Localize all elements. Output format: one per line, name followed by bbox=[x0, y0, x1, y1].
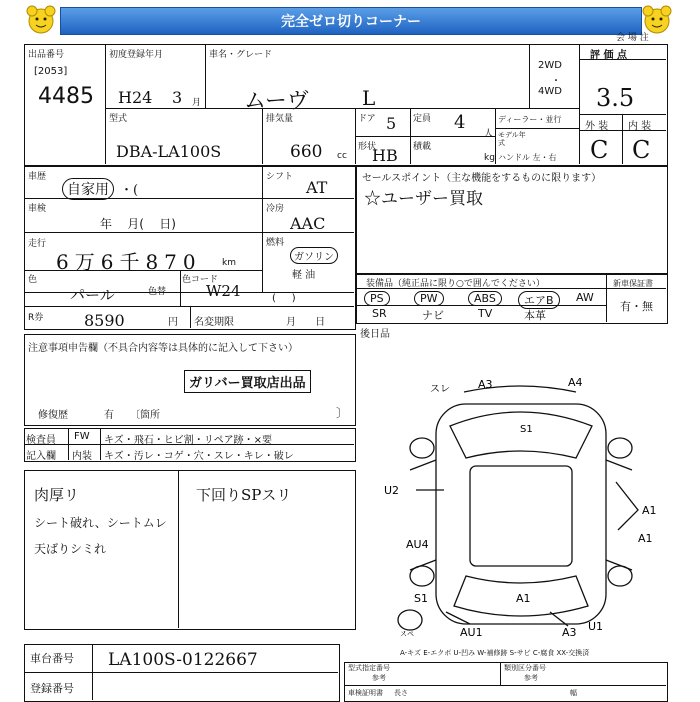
interior-grade: C bbox=[632, 136, 651, 164]
wheel-rear-right bbox=[608, 566, 632, 586]
exterior-label: 外 装 bbox=[585, 121, 609, 132]
name-change-label: 名変期限 bbox=[194, 317, 234, 328]
first-reg-label: 初度登録年月 bbox=[109, 50, 164, 60]
type-label: 型式 bbox=[109, 114, 128, 124]
lot-label: 出品番号 bbox=[28, 50, 65, 60]
width-label: 幅 bbox=[570, 689, 577, 697]
first-reg-year: H24 bbox=[118, 88, 153, 107]
ref-label-2: 参考 bbox=[524, 674, 538, 682]
recycle-value: 8590 bbox=[84, 311, 125, 330]
color-label: 色 bbox=[28, 275, 38, 285]
car-damage-diagram bbox=[370, 370, 670, 640]
exterior-grade: C bbox=[590, 136, 609, 164]
diagram-mark: A1 bbox=[516, 592, 531, 605]
diagram-mark: A3 bbox=[562, 626, 577, 639]
caution-stamp: ガリバー買取店出品 bbox=[184, 370, 311, 393]
capacity-label: 定員 bbox=[413, 114, 432, 124]
reg-no-label: 登録番号 bbox=[30, 682, 74, 695]
ac-label: 冷房 bbox=[266, 204, 285, 214]
color-no-label: 色替 bbox=[148, 287, 167, 297]
handle-label: ハンドル 左・右 bbox=[498, 153, 557, 162]
drive-2wd: 2WD bbox=[538, 60, 562, 71]
wheel-front-right bbox=[608, 438, 632, 458]
yen-unit: 円 bbox=[168, 317, 178, 328]
diagram-mark: AU1 bbox=[460, 626, 483, 639]
rear-label: 後日品 bbox=[360, 329, 390, 340]
inspection-date: 年 月( 日) bbox=[100, 217, 176, 231]
category-value: 自家用 bbox=[62, 178, 114, 200]
repair-bracket: 〕 bbox=[336, 406, 349, 420]
door-value: 5 bbox=[386, 114, 397, 133]
car-body-outline bbox=[436, 404, 606, 624]
dealer-label: ディーラー・並行 bbox=[498, 115, 562, 124]
person-unit: 人 bbox=[484, 129, 494, 139]
equip-navi: ナビ bbox=[422, 309, 444, 322]
capacity-value: 4 bbox=[454, 112, 466, 133]
equip-tv: TV bbox=[478, 307, 493, 320]
color-code-value: W24 bbox=[206, 282, 241, 300]
chassis-value: LA100S-0122667 bbox=[108, 650, 258, 670]
equip-airbag: エアB bbox=[518, 291, 560, 309]
fw-label: FW bbox=[74, 431, 90, 442]
shift-label: シフト bbox=[266, 172, 294, 182]
interior-small-label: 内装 bbox=[72, 451, 92, 462]
color-code-label: 色コード bbox=[182, 275, 219, 285]
km-unit: km bbox=[222, 258, 236, 268]
grade-value: L bbox=[362, 86, 376, 110]
displacement-label: 排気量 bbox=[266, 114, 294, 124]
diagram-legend: A-キズ E-エクボ U-凹み W-補修跡 S-サビ C-腐食 XX-交換済 bbox=[400, 649, 590, 657]
diagram-mark: スレ bbox=[430, 384, 450, 395]
vehicle-cert-label: 車検証明書 bbox=[348, 689, 383, 697]
ref-label: 参考 bbox=[372, 674, 386, 682]
hand-note-1: 肉厚リ bbox=[34, 486, 80, 504]
drive-4wd: 4WD bbox=[538, 86, 562, 97]
sales-value: ☆ユーザー買取 bbox=[364, 189, 483, 209]
month-unit: 月 bbox=[192, 98, 202, 108]
repair-label: 修復歴 bbox=[38, 410, 68, 421]
hand-note-4: 下回りSPスリ bbox=[196, 486, 292, 504]
entry-label: 記入欄 bbox=[26, 451, 56, 462]
kg-unit: kg bbox=[484, 153, 495, 163]
cc-unit: cc bbox=[337, 151, 347, 161]
repair-value: 有 bbox=[104, 410, 114, 421]
type-designation-label: 型式指定番号 bbox=[348, 664, 390, 672]
shift-value: AT bbox=[306, 178, 328, 197]
equipment-label: 装備品（純正品に限り○で囲んでください） bbox=[366, 279, 545, 289]
shape-value: HB bbox=[372, 146, 398, 165]
banner-bar bbox=[60, 7, 642, 35]
equip-leather: 本革 bbox=[524, 309, 546, 322]
color-value: パール bbox=[70, 286, 115, 304]
load-label: 積載 bbox=[413, 142, 432, 152]
diagram-mark: A1 bbox=[642, 504, 657, 517]
model-label: 車名・グレード bbox=[209, 50, 273, 60]
score-value: 3.5 bbox=[596, 84, 635, 112]
shape-label: 形状 bbox=[358, 142, 377, 152]
diagram-mark: S1 bbox=[520, 424, 533, 435]
diagram-mark: A1 bbox=[638, 532, 653, 545]
model-name: ムーヴ bbox=[244, 89, 309, 114]
wheel-rear-left bbox=[410, 566, 434, 586]
drive-dot: ・ bbox=[551, 76, 561, 87]
chassis-label: 車台番号 bbox=[30, 652, 74, 665]
recycle-label: R券 bbox=[28, 313, 44, 323]
caution-label: 注意事項申告欄（不具合内容等は具体的に記入して下さい） bbox=[28, 343, 298, 354]
equip-ps: PS bbox=[364, 291, 390, 306]
inspector-label: 検査員 bbox=[26, 435, 56, 446]
bear-mascot-icon bbox=[24, 2, 58, 36]
model-year-label: モデル年式 bbox=[498, 131, 526, 147]
sales-label: セールスポイント（主な機能をするものに限ります） bbox=[362, 173, 602, 184]
diagram-mark: スペ bbox=[400, 630, 414, 638]
warranty-value: 有・無 bbox=[620, 300, 653, 313]
category-label: 車歴 bbox=[28, 172, 47, 182]
interior-items: キズ・汚レ・コゲ・穴・スレ・キレ・破レ bbox=[104, 451, 294, 462]
interior-label: 内 装 bbox=[628, 121, 652, 132]
roof bbox=[470, 466, 572, 566]
equip-aw: AW bbox=[576, 291, 594, 304]
hand-note-2: シート破れ、シートムレ bbox=[34, 516, 167, 530]
header-banner bbox=[0, 0, 700, 40]
venue-label: 会 場 注 bbox=[616, 33, 649, 43]
lot-sub: [2053] bbox=[34, 66, 68, 77]
spare-tire bbox=[398, 610, 422, 630]
fuel-label: 燃料 bbox=[266, 238, 285, 248]
diagram-mark: A4 bbox=[568, 376, 583, 389]
wheel-front-left bbox=[410, 438, 434, 458]
repair-location: 〔箇所 bbox=[130, 410, 160, 421]
diagram-mark: U1 bbox=[588, 620, 604, 633]
type-value: DBA-LA100S bbox=[116, 142, 222, 161]
banner-title: 完全ゼロ切りコーナー bbox=[281, 14, 421, 30]
lot-number: 4485 bbox=[38, 84, 94, 109]
displacement-value: 660 bbox=[290, 142, 323, 162]
category-paren: ・( bbox=[120, 183, 139, 198]
diagram-mark: A3 bbox=[478, 378, 493, 391]
equip-abs: ABS bbox=[468, 291, 502, 306]
warranty-label: 新車保証書 bbox=[613, 279, 653, 288]
class-label: 類別区分番号 bbox=[504, 664, 546, 672]
inspection-label: 車検 bbox=[28, 204, 47, 214]
windshield bbox=[450, 412, 592, 458]
hand-note-3: 天ばりシミれ bbox=[34, 542, 107, 556]
first-reg-month: 3 bbox=[172, 88, 183, 107]
diagram-mark: AU4 bbox=[406, 538, 429, 551]
fuel-diesel: 軽 油 bbox=[292, 270, 316, 281]
diagram-mark: U2 bbox=[384, 484, 400, 497]
equip-sr: SR bbox=[372, 307, 387, 320]
fw-items: キズ・飛石・ヒビ割・リペア跡・×要 bbox=[104, 435, 272, 446]
fuel-paren: ( ) bbox=[272, 293, 296, 304]
length-label: 長さ bbox=[394, 689, 408, 697]
grade-label: 評 価 点 bbox=[590, 50, 627, 61]
diagram-mark: S1 bbox=[414, 592, 428, 605]
door-label: ドア bbox=[358, 114, 376, 124]
mileage-label: 走行 bbox=[28, 239, 47, 249]
ac-value: AAC bbox=[290, 214, 326, 233]
equip-pw: PW bbox=[414, 291, 444, 306]
name-change-value: 月 日 bbox=[286, 317, 326, 328]
mileage-value: 6万6千870 bbox=[56, 250, 202, 274]
fuel-gasoline: ガソリン bbox=[290, 247, 338, 264]
